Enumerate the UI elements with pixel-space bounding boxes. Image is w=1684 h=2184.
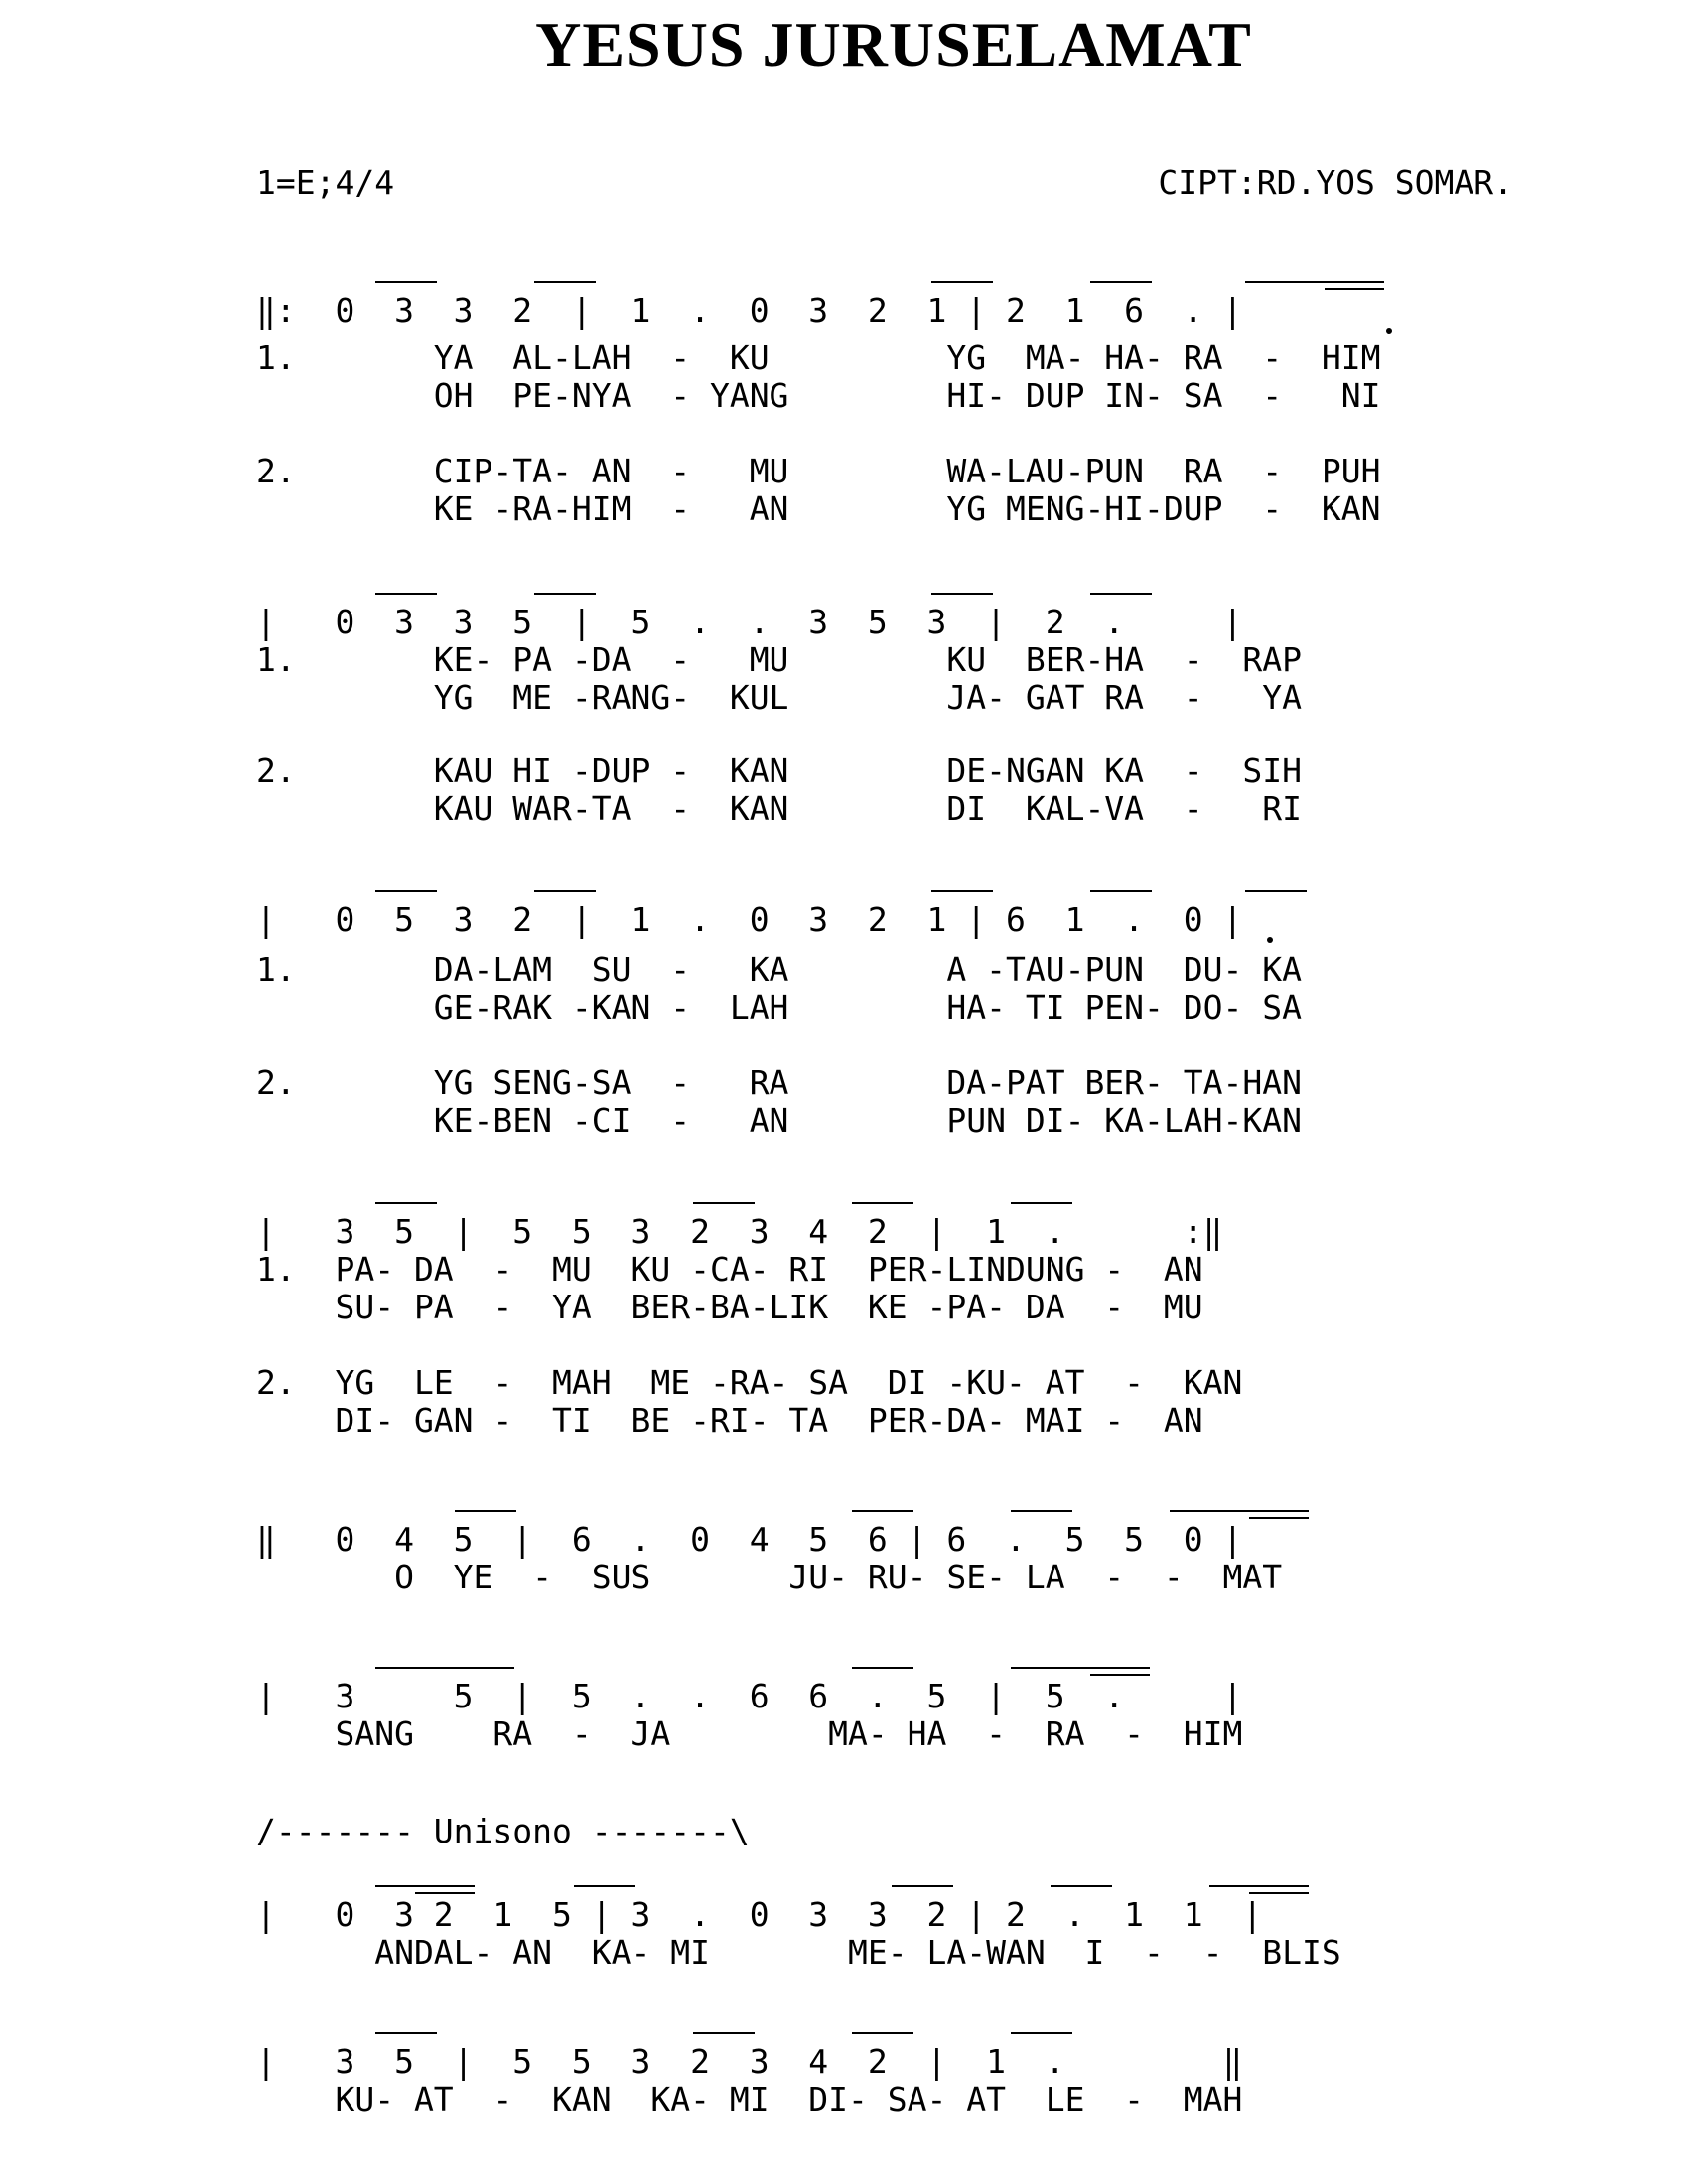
note-beam [375,1202,437,1204]
note-line: ‖: 0 3 3 2 | 1 . 0 3 2 1 | 2 1 6 . | [256,291,1243,330]
lyric-line: 1. DA-LAM SU - KA A -TAU-PUN DU- KA [256,950,1302,989]
note-beam [1245,890,1307,892]
lyric-line: DI- GAN - TI BE -RI- TA PER-DA- MAI - AN [256,1401,1203,1439]
note-beam [534,890,596,892]
note-beam [931,281,993,283]
note-beam [375,1885,475,1887]
note-beam [375,890,437,892]
note-beam [931,593,993,595]
note-beam [852,1202,913,1204]
lyric-line: GE-RAK -KAN - LAH HA- TI PEN- DO- SA [256,988,1302,1026]
note-beam [534,281,596,283]
unisono-marker: /------- Unisono -------\ [256,1812,750,1850]
note-beam [1325,288,1384,290]
low-octave-dot [1267,937,1273,943]
note-beam [375,281,437,283]
note-beam [375,1667,514,1669]
note-beam [415,1892,475,1894]
note-beam [693,2032,755,2034]
lyric-line: 1. PA- DA - MU KU -CA- RI PER-LINDUNG - AN [256,1250,1203,1289]
note-line: | 3 5 | 5 5 3 2 3 4 2 | 1 . :‖ [256,1212,1223,1251]
lyric-line: KU- AT - KAN KA- MI DI- SA- AT LE - MAH [256,2080,1243,2118]
lyric-line: ANDAL- AN KA- MI ME- LA-WAN I - - BLIS [256,1933,1341,1972]
lyric-line: SU- PA - YA BER-BA-LIK KE -PA- DA - MU [256,1288,1203,1326]
note-beam [1249,1892,1309,1894]
note-beam [574,1885,635,1887]
lyric-line: 1. KE- PA -DA - MU KU BER-HA - RAP [256,640,1302,679]
lyric-line: KE -RA-HIM - AN YG MENG-HI-DUP - KAN [256,489,1381,528]
lyric-line: 2. YG LE - MAH ME -RA- SA DI -KU- AT - KAN [256,1363,1243,1402]
note-beam [1090,1674,1150,1676]
note-beam [375,2032,437,2034]
note-line: | 0 3 2 1 5 | 3 . 0 3 3 2 | 2 . 1 1 | [256,1895,1263,1934]
note-beam [1209,1885,1309,1887]
note-beam [1011,2032,1072,2034]
lyric-line: 2. YG SENG-SA - RA DA-PAT BER- TA-HAN [256,1063,1302,1102]
lyric-line: KAU WAR-TA - KAN DI KAL-VA - RI [256,789,1302,828]
note-beam [1170,1510,1309,1512]
note-line: ‖ 0 4 5 | 6 . 0 4 5 6 | 6 . 5 5 0 | [256,1520,1243,1559]
note-beam [852,1667,913,1669]
lyric-line: 2. KAU HI -DUP - KAN DE-NGAN KA - SIH [256,751,1302,790]
lyric-line: KE-BEN -CI - AN PUN DI- KA-LAH-KAN [256,1101,1302,1140]
note-beam [1245,281,1384,283]
lyric-line: 2. CIP-TA- AN - MU WA-LAU-PUN RA - PUH [256,452,1381,490]
note-line: | 0 3 3 5 | 5 . . 3 5 3 | 2 . | [256,603,1243,641]
key-time-signature: 1=E;4/4 [256,163,395,202]
lyric-line: O YE - SUS JU- RU- SE- LA - - MAT [256,1558,1283,1596]
note-beam [1090,890,1152,892]
low-octave-dot [1386,328,1392,334]
note-beam [852,1510,913,1512]
lyric-line: OH PE-NYA - YANG HI- DUP IN- SA - NI [256,376,1381,415]
note-beam [892,1885,953,1887]
note-line: | 3 5 | 5 . . 6 6 . 5 | 5 . | [256,1677,1243,1715]
note-beam [534,593,596,595]
note-beam [1051,1885,1112,1887]
note-beam [1090,593,1152,595]
note-beam [931,890,993,892]
composer-credit: CIPT:RD.YOS SOMAR. [1158,163,1513,202]
note-beam [1090,281,1152,283]
note-beam [375,593,437,595]
note-beam [1011,1202,1072,1204]
note-line: | 3 5 | 5 5 3 2 3 4 2 | 1 . ‖ [256,2042,1243,2081]
notation-sheet [256,0,1567,2184]
note-beam [693,1202,755,1204]
note-line: | 0 5 3 2 | 1 . 0 3 2 1 | 6 1 . 0 | [256,900,1243,939]
note-beam [1011,1667,1150,1669]
note-beam [455,1510,516,1512]
lyric-line: SANG RA - JA MA- HA - RA - HIM [256,1714,1243,1753]
lyric-line: 1. YA AL-LAH - KU YG MA- HA- RA - HIM [256,339,1381,377]
lyric-line: YG ME -RANG- KUL JA- GAT RA - YA [256,678,1302,717]
note-beam [1249,1517,1309,1519]
song-title: YESUS JURUSELAMAT [535,9,1252,79]
note-beam [852,2032,913,2034]
note-beam [1011,1510,1072,1512]
